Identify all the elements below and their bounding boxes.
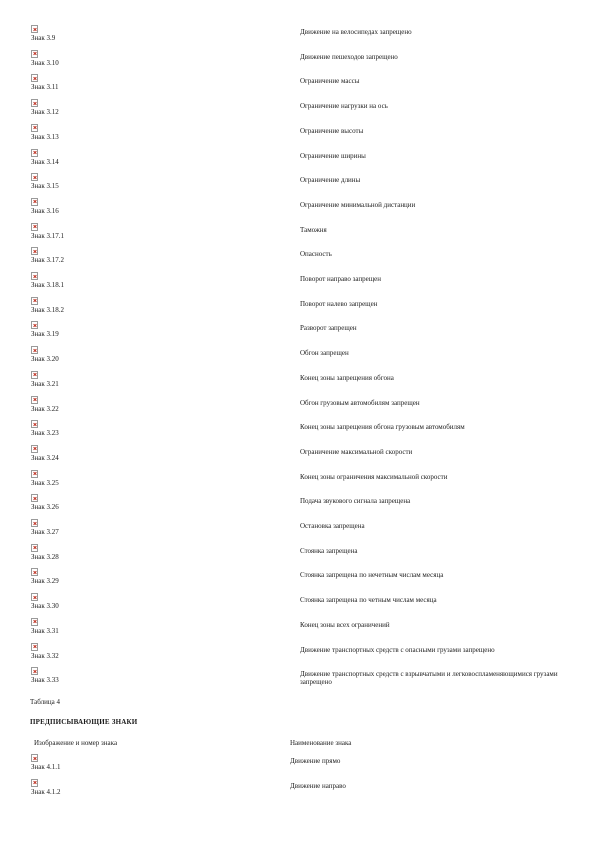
broken-image-icon xyxy=(31,173,38,181)
sign-name: Обгон запрещен xyxy=(300,349,349,358)
sign-row xyxy=(0,494,595,519)
sign-name: Таможня xyxy=(300,225,327,234)
broken-image-icon xyxy=(31,618,38,626)
sign-name: Движение транспортных средств с опасными грузами запрещено xyxy=(300,645,495,654)
sign-name: Движение транспортных средств с взрывчатыми и легковоспламеняющимися грузами запрещено xyxy=(300,670,558,687)
sign-name: Конец зоны ограничения максимальной скорости xyxy=(300,472,448,481)
broken-image-icon xyxy=(31,50,38,58)
broken-image-icon xyxy=(31,25,38,33)
sign-row xyxy=(0,754,595,779)
sign-number: Знак 3.17.1 xyxy=(31,231,65,240)
sign-number: Знак 3.25 xyxy=(31,478,59,487)
sign-row xyxy=(0,544,595,569)
sign-number: Знак 3.16 xyxy=(31,206,59,215)
sign-number: Знак 3.33 xyxy=(31,676,59,685)
sign-row xyxy=(0,124,595,149)
sign-number: Знак 3.24 xyxy=(31,453,59,462)
sign-name: Поворот направо запрещен xyxy=(300,275,382,283)
broken-image-icon xyxy=(31,198,38,206)
table-caption: Таблица 4 xyxy=(30,698,60,706)
sign-row xyxy=(0,420,595,445)
sign-number: Знак 3.13 xyxy=(31,132,59,141)
broken-image-icon xyxy=(31,346,38,354)
sign-name: Ограничение длины xyxy=(300,176,361,185)
broken-image-icon xyxy=(31,494,38,502)
sign-name: Подача звукового сигнала запрещена xyxy=(300,497,411,506)
sign-number: Знак 4.1.1 xyxy=(31,763,61,771)
sign-row xyxy=(0,568,595,593)
broken-image-icon xyxy=(31,568,38,576)
sign-row xyxy=(0,247,595,272)
sign-number: Знак 3.14 xyxy=(31,157,59,166)
sign-row xyxy=(0,297,595,322)
sign-row xyxy=(0,223,595,248)
broken-image-icon xyxy=(31,99,38,107)
column-header-image-number: Изображение и номер знака xyxy=(34,739,118,747)
sign-number: Знак 3.21 xyxy=(31,379,59,388)
sign-row xyxy=(0,396,595,421)
sign-row xyxy=(0,74,595,99)
sign-name: Движение прямо xyxy=(290,757,341,765)
broken-image-icon xyxy=(31,396,38,404)
sign-row xyxy=(0,643,595,668)
sign-row xyxy=(0,50,595,75)
sign-name: Стоянка запрещена по четным числам месяца xyxy=(300,596,437,605)
broken-image-icon xyxy=(31,124,38,132)
sign-number: Знак 3.17.2 xyxy=(31,256,65,265)
sign-number: Знак 3.18.2 xyxy=(31,305,65,314)
sign-row xyxy=(0,779,595,804)
broken-image-icon xyxy=(31,470,38,478)
sign-row xyxy=(0,618,595,643)
sign-name: Ограничение минимальной дистанции xyxy=(300,200,416,209)
sign-name: Обгон грузовым автомобилям запрещен xyxy=(300,398,420,407)
sign-row xyxy=(0,470,595,495)
sign-name: Конец зоны всех ограничений xyxy=(300,620,390,629)
sign-name: Остановка запрещена xyxy=(300,522,365,530)
broken-image-icon xyxy=(31,779,38,787)
broken-image-icon xyxy=(31,544,38,552)
sign-row xyxy=(0,445,595,470)
sign-name: Стоянка запрещена по нечетным числам месяца xyxy=(300,571,444,580)
sign-row xyxy=(0,173,595,198)
broken-image-icon xyxy=(31,247,38,255)
sign-number: Знак 3.9 xyxy=(31,34,56,42)
broken-image-icon xyxy=(31,593,38,601)
column-header-sign-name: Наименование знака xyxy=(290,739,352,747)
sign-name: Поворот налево запрещен xyxy=(300,299,378,308)
broken-image-icon xyxy=(31,223,38,231)
broken-image-icon xyxy=(31,297,38,305)
sign-name: Конец зоны запрещения обгона xyxy=(300,373,394,382)
broken-image-icon xyxy=(31,149,38,157)
sign-row xyxy=(0,99,595,124)
sign-number: Знак 4.1.2 xyxy=(31,787,61,796)
sign-row xyxy=(0,321,595,346)
sign-number: Знак 3.28 xyxy=(31,552,59,561)
sign-number: Знак 3.11 xyxy=(31,83,59,92)
sign-name: Ограничение массы xyxy=(300,77,360,86)
broken-image-icon xyxy=(31,321,38,329)
sign-name: Ограничение высоты xyxy=(300,126,364,135)
sign-number: Знак 3.22 xyxy=(31,404,59,413)
broken-image-icon xyxy=(31,445,38,453)
sign-number: Знак 3.20 xyxy=(31,355,59,364)
sign-name: Движение направо xyxy=(290,781,346,790)
sign-row xyxy=(0,519,595,544)
broken-image-icon xyxy=(31,74,38,82)
broken-image-icon xyxy=(31,519,38,527)
sign-name: Разворот запрещен xyxy=(300,324,357,333)
sign-name: Ограничение нагрузки на ось xyxy=(300,102,388,111)
sign-row xyxy=(0,198,595,223)
sign-name: Конец зоны запрещения обгона грузовым автомобилям xyxy=(300,423,465,432)
sign-row xyxy=(0,272,595,297)
sign-row xyxy=(0,149,595,174)
sign-name: Стоянка запрещена xyxy=(300,546,358,555)
sign-number: Знак 3.18.1 xyxy=(31,281,65,289)
sign-number: Знак 3.19 xyxy=(31,330,59,339)
sign-row xyxy=(0,25,595,50)
broken-image-icon xyxy=(31,272,38,280)
section-title: ПРЕДПИСЫВАЮЩИЕ ЗНАКИ xyxy=(30,718,138,726)
broken-image-icon xyxy=(31,371,38,379)
broken-image-icon xyxy=(31,643,38,651)
sign-number: Знак 3.26 xyxy=(31,503,59,512)
sign-row xyxy=(0,593,595,618)
broken-image-icon xyxy=(31,754,38,762)
sign-name: Ограничение ширины xyxy=(300,151,366,160)
sign-name: Ограничение максимальной скорости xyxy=(300,447,413,456)
sign-number: Знак 3.31 xyxy=(31,626,59,635)
sign-number: Знак 3.30 xyxy=(31,602,59,611)
sign-number: Знак 3.12 xyxy=(31,108,59,117)
sign-number: Знак 3.10 xyxy=(31,58,59,67)
broken-image-icon xyxy=(31,667,38,675)
sign-number: Знак 3.32 xyxy=(31,651,59,660)
sign-number: Знак 3.23 xyxy=(31,429,59,438)
sign-number: Знак 3.27 xyxy=(31,528,59,536)
sign-row xyxy=(0,346,595,371)
sign-name: Движение пешеходов запрещено xyxy=(300,52,398,61)
sign-name: Движение на велосипедах запрещено xyxy=(300,28,412,36)
sign-number: Знак 3.29 xyxy=(31,577,59,586)
sign-name: Опасность xyxy=(300,250,332,259)
broken-image-icon xyxy=(31,420,38,428)
sign-row xyxy=(0,371,595,396)
sign-row xyxy=(0,667,595,692)
sign-number: Знак 3.15 xyxy=(31,182,59,191)
